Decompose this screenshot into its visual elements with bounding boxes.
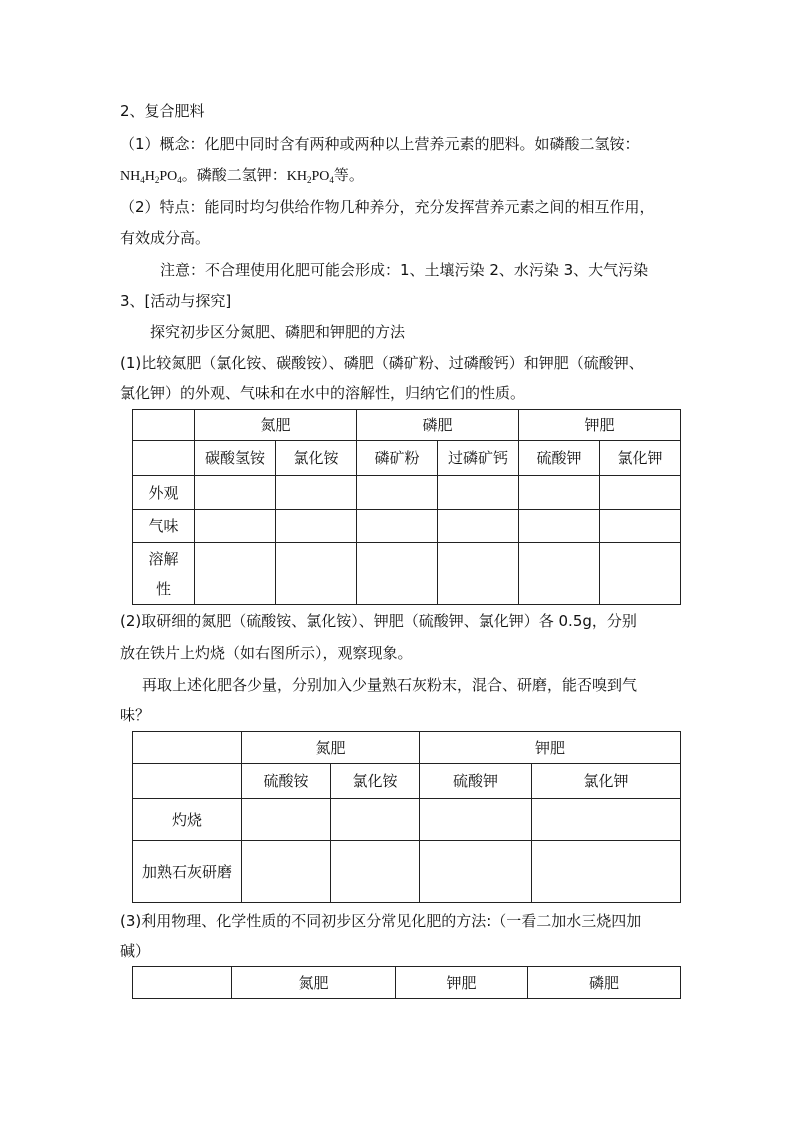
sub-header: 氯化铵 — [331, 764, 420, 799]
row-header-burning: 灼烧 — [133, 799, 242, 841]
sub-header: 碳酸氢铵 — [195, 441, 276, 476]
answer-cell[interactable] — [276, 510, 357, 543]
pollution-note: 注意：不合理使用化肥可能会形成：1、土壤污染 2、水污染 3、大气污染 — [160, 261, 649, 279]
explore-title: 探究初步区分氮肥、磷肥和钾肥的方法 — [150, 323, 406, 341]
answer-cell[interactable] — [519, 510, 600, 543]
sub-header: 氯化钾 — [600, 441, 681, 476]
answer-cell[interactable] — [195, 476, 276, 510]
answer-cell[interactable] — [242, 841, 331, 903]
sub-header: 过磷矿钙 — [438, 441, 519, 476]
feature-line-2: 有效成分高。 — [120, 229, 211, 247]
answer-cell[interactable] — [357, 543, 438, 605]
table-cell-empty — [133, 410, 195, 441]
answer-cell[interactable] — [600, 543, 681, 605]
answer-cell[interactable] — [420, 841, 532, 903]
table-cell-empty — [133, 967, 232, 999]
answer-cell[interactable] — [600, 476, 681, 510]
question-2-line-1: (2)取研细的氮肥（硫酸铵、氯化铵）、钾肥（硫酸钾、氯化钾）各 0.5g，分别 — [120, 612, 637, 630]
answer-cell[interactable] — [532, 799, 681, 841]
sub-header: 氯化钾 — [532, 764, 681, 799]
question-1-line-2: 氯化钾）的外观、气味和在水中的溶解性，归纳它们的性质。 — [120, 384, 526, 402]
question-2b-line-2: 味？ — [120, 706, 151, 724]
answer-cell[interactable] — [331, 841, 420, 903]
table-cell-empty — [133, 732, 242, 764]
answer-cell[interactable] — [357, 510, 438, 543]
answer-cell[interactable] — [331, 799, 420, 841]
answer-cell[interactable] — [276, 543, 357, 605]
formula-nh4h2po4: $NH_4H_2PO_4$ — [120, 169, 182, 185]
answer-cell[interactable] — [195, 510, 276, 543]
answer-cell[interactable] — [276, 476, 357, 510]
answer-cell[interactable] — [357, 476, 438, 510]
col-header-potassium: 钾肥 — [396, 967, 528, 999]
answer-cell[interactable] — [242, 799, 331, 841]
answer-cell[interactable] — [420, 799, 532, 841]
formula-kh2po4: $KH_2PO_4$ — [286, 169, 334, 185]
heading-compound-fertilizer: 2、复合肥料 — [120, 102, 205, 120]
answer-cell[interactable] — [438, 510, 519, 543]
answer-cell[interactable] — [600, 510, 681, 543]
sub-header: 磷矿粉 — [357, 441, 438, 476]
col-header-phosphorus: 磷肥 — [528, 967, 681, 999]
sub-header: 硫酸钾 — [420, 764, 532, 799]
group-header-phosphorus: 磷肥 — [357, 410, 519, 441]
group-header-nitrogen: 氮肥 — [195, 410, 357, 441]
question-2-line-2: 放在铁片上灼烧（如右图所示），观察现象。 — [120, 644, 413, 662]
table-cell-empty — [133, 764, 242, 799]
question-1-line-1: (1)比较氮肥（氯化铵、碳酸铵）、磷肥（磷矿粉、过磷酸钙）和钾肥（硫酸钾、 — [120, 354, 644, 372]
question-2b-line-1: 再取上述化肥各少量，分别加入少量熟石灰粉末，混合、研磨，能否嗅到气 — [142, 676, 638, 694]
answer-cell[interactable] — [519, 476, 600, 510]
concept-line-1: （1）概念：化肥中同时含有两种或两种以上营养元素的肥料。如磷酸二氢铵： — [120, 135, 640, 153]
properties-table — [132, 409, 681, 605]
question-3-line-1: (3)利用物理、化学性质的不同初步区分常见化肥的方法:（一看二加水三烧四加 — [120, 912, 642, 930]
sub-header: 氯化铵 — [276, 441, 357, 476]
summary-table — [132, 966, 681, 999]
feature-line-1: （2）特点：能同时均匀供给作物几种养分，充分发挥营养元素之间的相互作用， — [120, 198, 655, 216]
row-header-appearance: 外观 — [133, 476, 195, 510]
sub-header: 硫酸铵 — [242, 764, 331, 799]
row-header-odor: 气味 — [133, 510, 195, 543]
answer-cell[interactable] — [438, 543, 519, 605]
heading-activity: 3、[活动与探究] — [120, 292, 232, 310]
answer-cell[interactable] — [195, 543, 276, 605]
answer-cell[interactable] — [438, 476, 519, 510]
col-header-nitrogen: 氮肥 — [232, 967, 396, 999]
answer-cell[interactable] — [519, 543, 600, 605]
row-header-lime-grinding: 加熟石灰研磨 — [133, 841, 242, 903]
row-header-solubility: 溶解性 — [133, 543, 195, 605]
concept-line-2: $NH_4H_2PO_4$。磷酸二氢钾：$KH_2PO_4$等。 — [120, 166, 364, 185]
question-3-line-2: 碱） — [120, 942, 151, 960]
group-header-potassium: 钾肥 — [420, 732, 681, 764]
group-header-potassium: 钾肥 — [519, 410, 681, 441]
burning-test-table — [132, 731, 681, 903]
sub-header: 硫酸钾 — [519, 441, 600, 476]
group-header-nitrogen: 氮肥 — [242, 732, 420, 764]
answer-cell[interactable] — [532, 841, 681, 903]
table-cell-empty — [133, 441, 195, 476]
